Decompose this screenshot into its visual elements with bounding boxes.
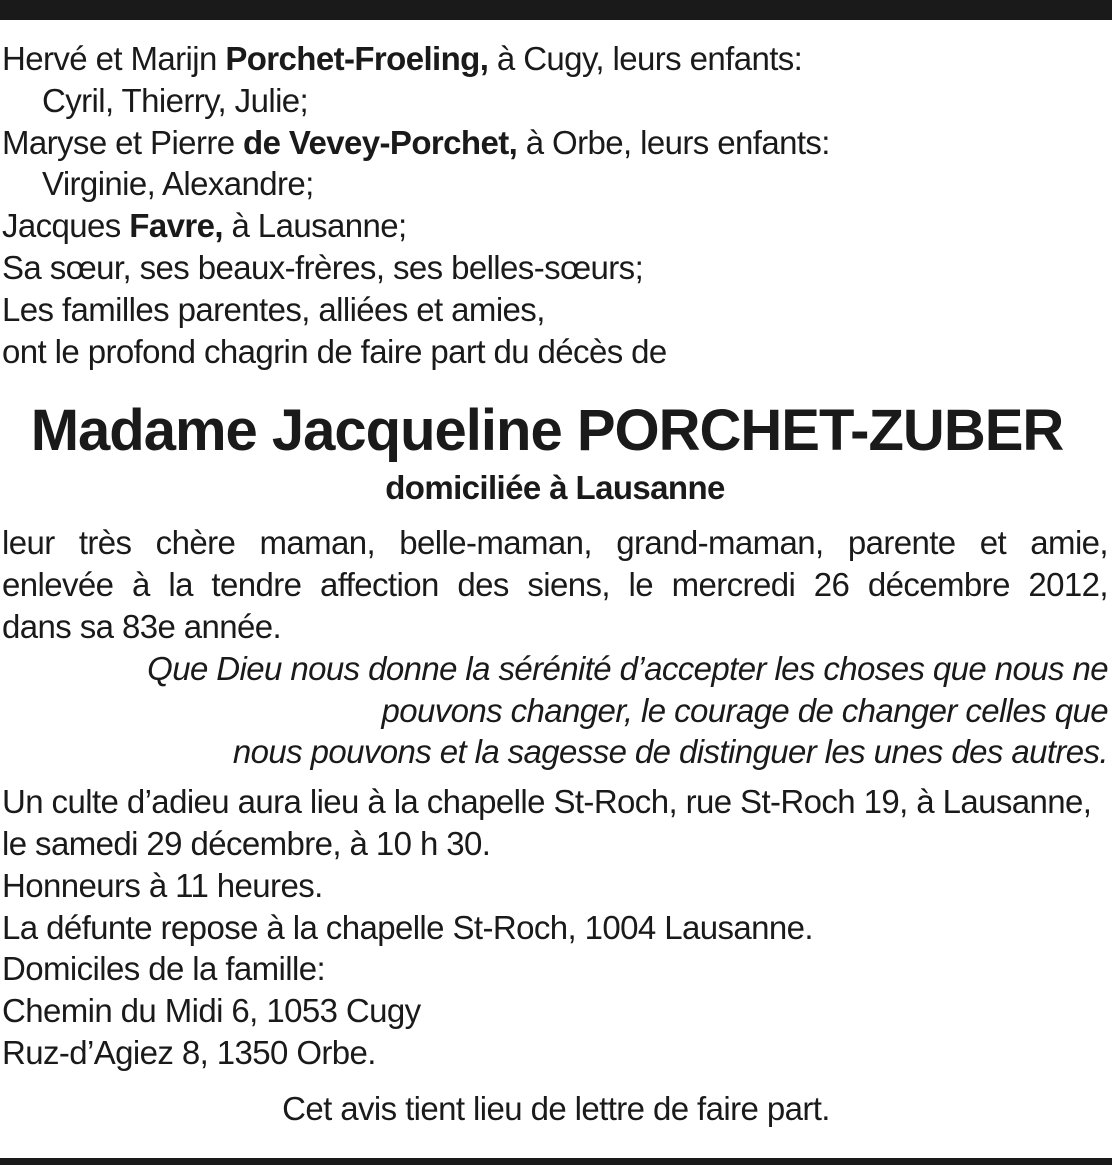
family-member-text: Hervé et Marijn — [2, 40, 226, 77]
family-address: Ruz-d’Agiez 8, 1350 Orbe. — [2, 1033, 376, 1071]
children-line: Cyril, Thierry, Julie; — [42, 81, 309, 119]
family-address: Chemin du Midi 6, 1053 Cugy — [2, 992, 421, 1030]
family-member-text: Jacques — [2, 207, 130, 245]
relatives-line: Sa sœur, ses beaux-frères, ses belles-sœurs; — [2, 248, 644, 286]
quote-line: Que Dieu nous donne la sérénité d’accepter les choses que nous ne — [147, 649, 1108, 687]
children-line: Virginie, Alexandre; — [42, 165, 314, 203]
family-line — [2, 122, 1108, 164]
family-surname: Favre, — [129, 207, 223, 245]
announcement-line: ont le profond chagrin de faire part du décès de — [2, 332, 667, 370]
family-addresses-heading: Domiciles de la famille: — [2, 950, 326, 988]
relatives-line: Les familles parentes, alliées et amies, — [2, 290, 545, 328]
quote-line: nous pouvons et la sagesse de distinguer les unes des autres. — [232, 733, 1108, 771]
deceased-residence: domiciliée à Lausanne — [385, 469, 725, 507]
tribute-line: enlevée à la tendre affection des siens, le mercredi 26 décembre 2012, — [2, 566, 1108, 604]
family-location: à Lausanne; — [222, 207, 407, 245]
serenity-quote — [2, 648, 1108, 773]
family-location: à Cugy, leurs enfants: — [488, 40, 803, 77]
deceased-name: Madame Jacqueline PORCHET-ZUBER — [30, 398, 1064, 464]
ceremony-date: le samedi 29 décembre, à 10 h 30. — [2, 824, 491, 862]
family-member-text: Maryse et Pierre — [2, 123, 244, 161]
closing-note: Cet avis tient lieu de lettre de faire part. — [282, 1089, 830, 1127]
family-location: à Orbe, leurs enfants: — [517, 123, 830, 161]
quote-line: pouvons changer, le courage de changer celles que — [381, 691, 1108, 729]
obituary-notice — [2, 38, 1108, 1130]
family-surname: Porchet-Froeling, — [225, 40, 489, 77]
ceremony-line: Un culte d’adieu aura lieu à la chapelle St-Roch, rue St-Roch 19, à Lausanne, — [2, 783, 1092, 821]
bottom-rule — [0, 1158, 1112, 1165]
repose-location: La défunte repose à la chapelle St-Roch, 1004 Lausanne. — [2, 908, 813, 946]
tribute-line: dans sa 83e année. — [2, 607, 282, 645]
family-line — [2, 205, 1108, 247]
family-line — [2, 38, 1108, 80]
honours-time: Honneurs à 11 heures. — [2, 866, 323, 904]
top-rule — [0, 0, 1112, 20]
tribute-line: leur très chère maman, belle-maman, grand-maman, parente et amie, — [2, 524, 1108, 562]
family-surname: de Vevey-Porchet, — [243, 123, 518, 161]
